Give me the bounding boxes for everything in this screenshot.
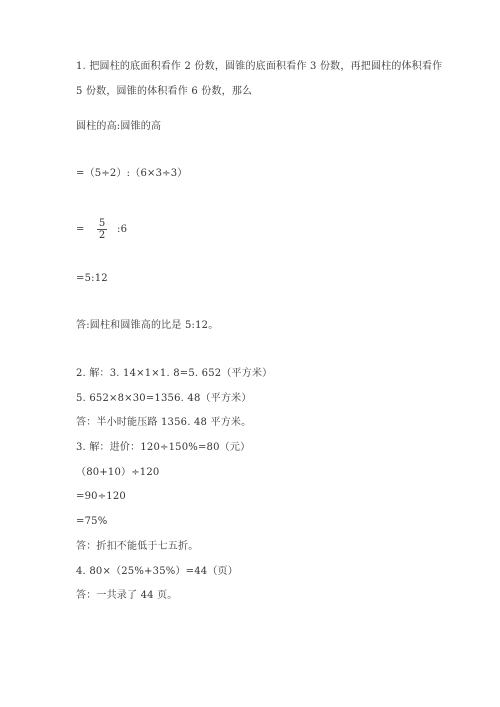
step-1: =（5÷2）:（6×3÷3） [76,168,188,179]
answer-3: 答：折扣不能低于七五折。 [76,541,199,552]
fraction-numerator: 5 [98,218,106,229]
problem-3-line-2: （80+10）÷120 [76,467,160,478]
problem-3-line-1: 3. 解：进价：120÷150%=80（元） [76,442,251,453]
answer-1: 答:圆柱和圆锥高的比是 5:12。 [76,320,219,331]
answer-2: 答：半小时能压路 1356. 48 平方米。 [76,417,252,428]
problem-4-line-1: 4. 80×（25%+35%）=44（页） [76,566,238,577]
problem-1-text-line-2: 5 份数，圆锥的体积看作 6 份数，那么 [76,86,253,97]
problem-3-line-3: =90÷120 [76,491,126,502]
problem-1-text-line-1: 1. 把圆柱的底面积看作 2 份数，圆锥的底面积看作 3 份数，再把圆柱的体积看作 [76,61,443,72]
ratio-label: 圆柱的高:圆锥的高 [76,121,162,132]
problem-3-line-4: =75% [76,516,108,527]
problem-2-line-1: 2. 解：3. 14×1×1. 8=5. 652（平方米） [76,368,273,379]
step-3: =5:12 [76,273,108,284]
step-2-prefix: = [76,224,85,235]
fraction [95,218,109,241]
answer-4: 答：一共录了 44 页。 [76,590,178,601]
step-2-suffix: :6 [117,224,128,235]
problem-2-line-2: 5. 652×8×30=1356. 48（平方米） [76,393,252,404]
fraction-denominator: 2 [98,230,106,241]
